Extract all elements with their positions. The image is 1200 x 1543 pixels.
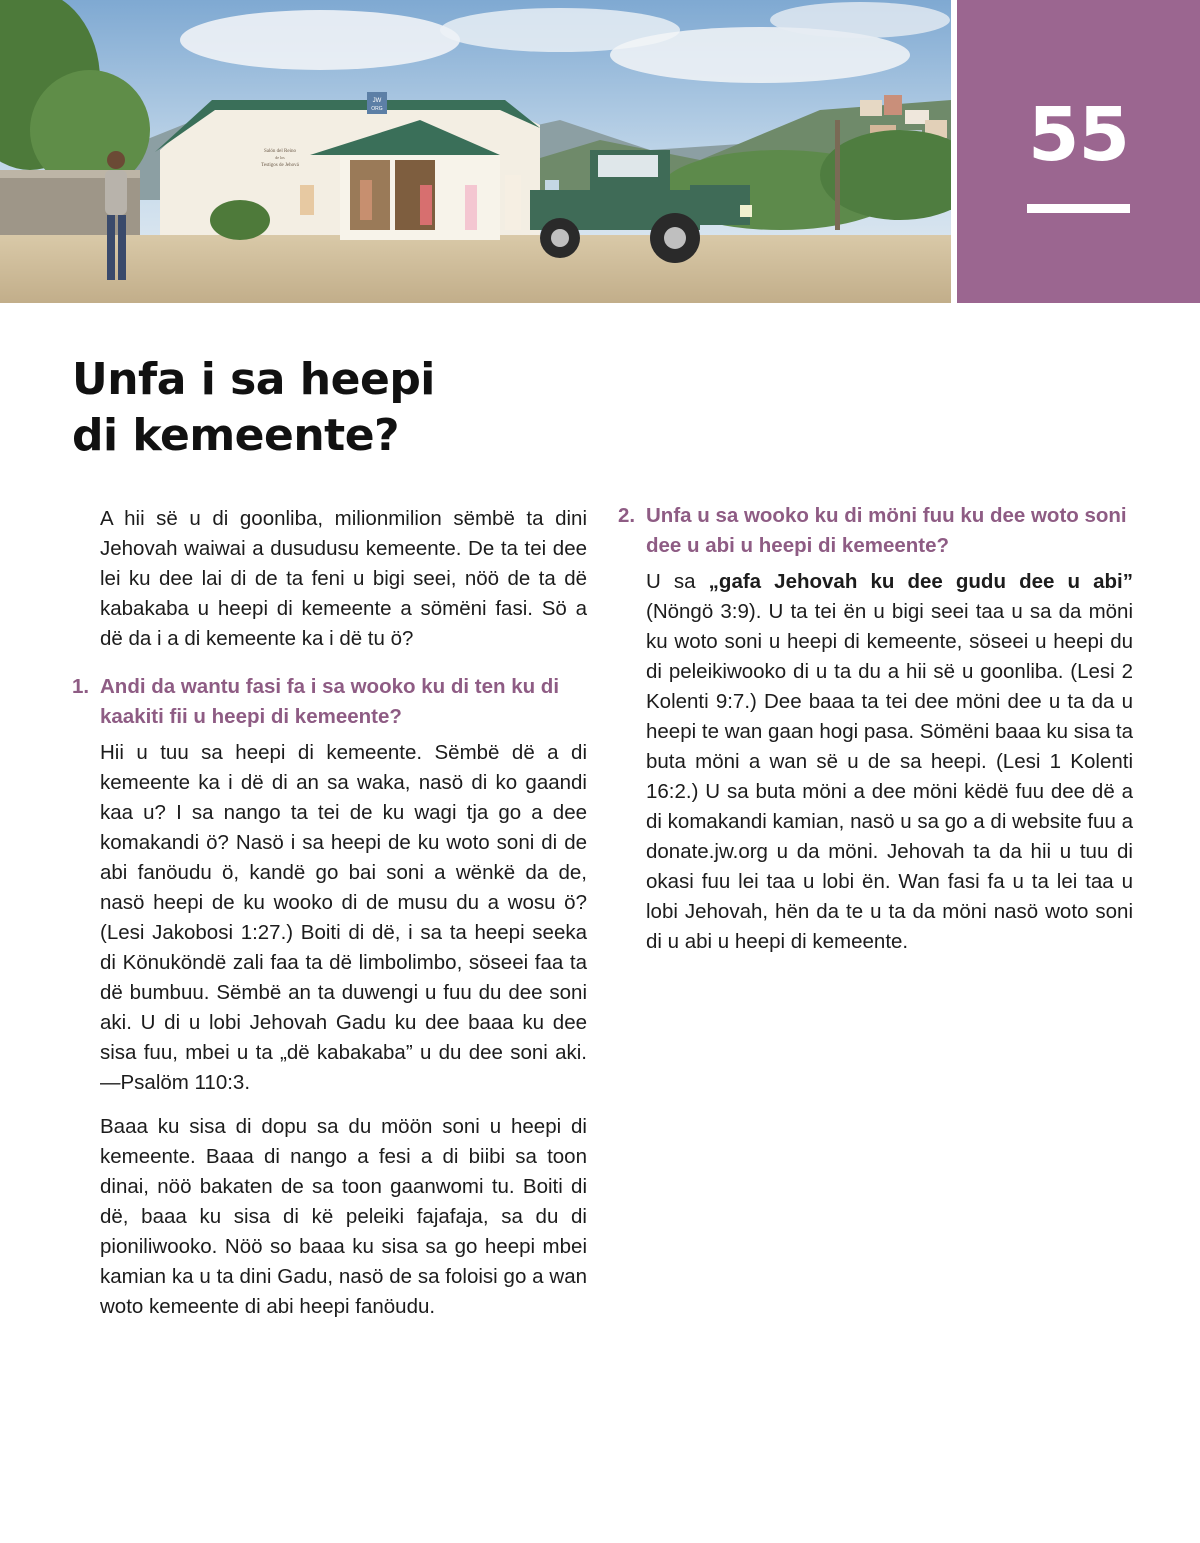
hero-image xyxy=(0,0,951,303)
question-1-number: 1. xyxy=(72,675,90,698)
lesson-number-rule xyxy=(1027,204,1130,213)
sign-line3: Testigos de Jehová xyxy=(261,163,299,168)
kingdom-hall-building xyxy=(155,92,540,240)
page-title-line1: Unfa i sa heepi xyxy=(72,354,435,405)
section-2-lead: U sa xyxy=(646,570,696,593)
question-2-text: Unfa u sa wooko ku di möni fuu ku dee woto soni dee u abi u heepi di kemeente? xyxy=(646,504,1127,557)
question-1 xyxy=(72,672,587,732)
section-1-paragraph-1: Hii u tuu sa heepi di kemeente. Sëmbë dë a di kemeente ka i dë di an sa waka, nasö di ko gaandi kaa u? I sa nango ta tei de ku wagi tja go a dee komakandi ö? Nasö i sa heepi de ku woto soni di de abi fanöudu ö, kandë go bai soni a wënkë da de, nasö heepi de ku wooko di de musu du a wosu ö? (Lesi Jakobosi 1:27.) Boiti di dë, i sa ta heepi seeka di Könuköndë zali faa ta dë limbolimbo, söseei faa ta dë bumbuu. Sëmbë an ta duwengi u fuu du dee soni aki. U di u lobi Jehovah Gadu ku dee baaa ku dee sisa fuu, mbei u ta „dë kabakaba” u du dee soni aki. —Psalöm 110:3. xyxy=(100,741,587,1094)
page-title xyxy=(72,352,592,464)
sign-line1: Salón del Reino xyxy=(264,149,296,154)
section-2-bold-quote: „gafa Jehovah ku dee gudu dee u abi” xyxy=(708,570,1133,593)
lesson-number: 55 xyxy=(1028,92,1129,178)
question-1-text: Andi da wantu fasi fa i sa wooko ku di ten ku di kaakiti fii u heepi di kemeente? xyxy=(100,675,560,728)
right-column xyxy=(618,501,1133,971)
jw-logo-line2: ORG xyxy=(371,106,383,112)
kingdom-hall-scene xyxy=(0,0,951,303)
intro-paragraph: A hii së u di goonliba, milionmilion sëmbë ta dini Jehovah waiwai a dusudusu kemeente. De ta tei dee lei ku dee lai di de ta feni u bigi seei, nöö de ta dë kabakaba u heepi di kemeente a sömëni fasi. Sö a dë da i a di kemeente ka i dë tu ö? xyxy=(100,507,587,650)
jw-logo-line1: JW xyxy=(372,98,382,104)
lesson-number-box xyxy=(957,0,1200,303)
section-2-text: (Nöngö 3:9). U ta tei ën u bigi seei taa u sa da möni ku woto soni u heepi di kemeente, söseei u heepi du di peleikiwooko di u ta du a hii së u goonliba. (Lesi 2 Kolenti 9:7.) Dee baaa ta tei dee möni dee u ta da u heepi te wan gaan hogi pasa. Sömëni baaa ku sisa ta buta möni a wan së u de sa heepi. (Lesi 1 Kolenti 16:2.) U sa buta möni a dee möni këdë fuu dee dë a di komakandi kamian, nasö u sa go a di website fuu a donate.jw.org u da möni. Jehovah ta da hii u tuu di okasi fuu lei taa u lobi ën. Wan fasi fa u ta lei taa u lobi Jehovah, hën da te u ta da möni nasö woto soni di u abi u heepi di kemeente. xyxy=(646,600,1133,953)
question-2 xyxy=(618,501,1133,561)
section-2-paragraph xyxy=(618,567,1133,957)
question-2-number: 2. xyxy=(618,504,636,527)
section-1-paragraph-2: Baaa ku sisa di dopu sa du möön soni u heepi di kemeente. Baaa di nango a fesi a di biibi sa toon dinai, nöö bakaten de sa toon gaanwomi tu. Boiti di dë, baaa ku sisa di kë peleiki fajafaja, sa du di pioniliwooko. Nöö so baaa ku sisa sa go heepi mbei kamian ka u ta dini Gadu, nasö de sa foloisi go a wan woto kemeente di abi heepi fanöudu. xyxy=(100,1115,587,1318)
sign-line2: de los xyxy=(275,155,285,160)
left-column xyxy=(72,504,587,1336)
page-title-line2: di kemeente? xyxy=(72,410,400,461)
